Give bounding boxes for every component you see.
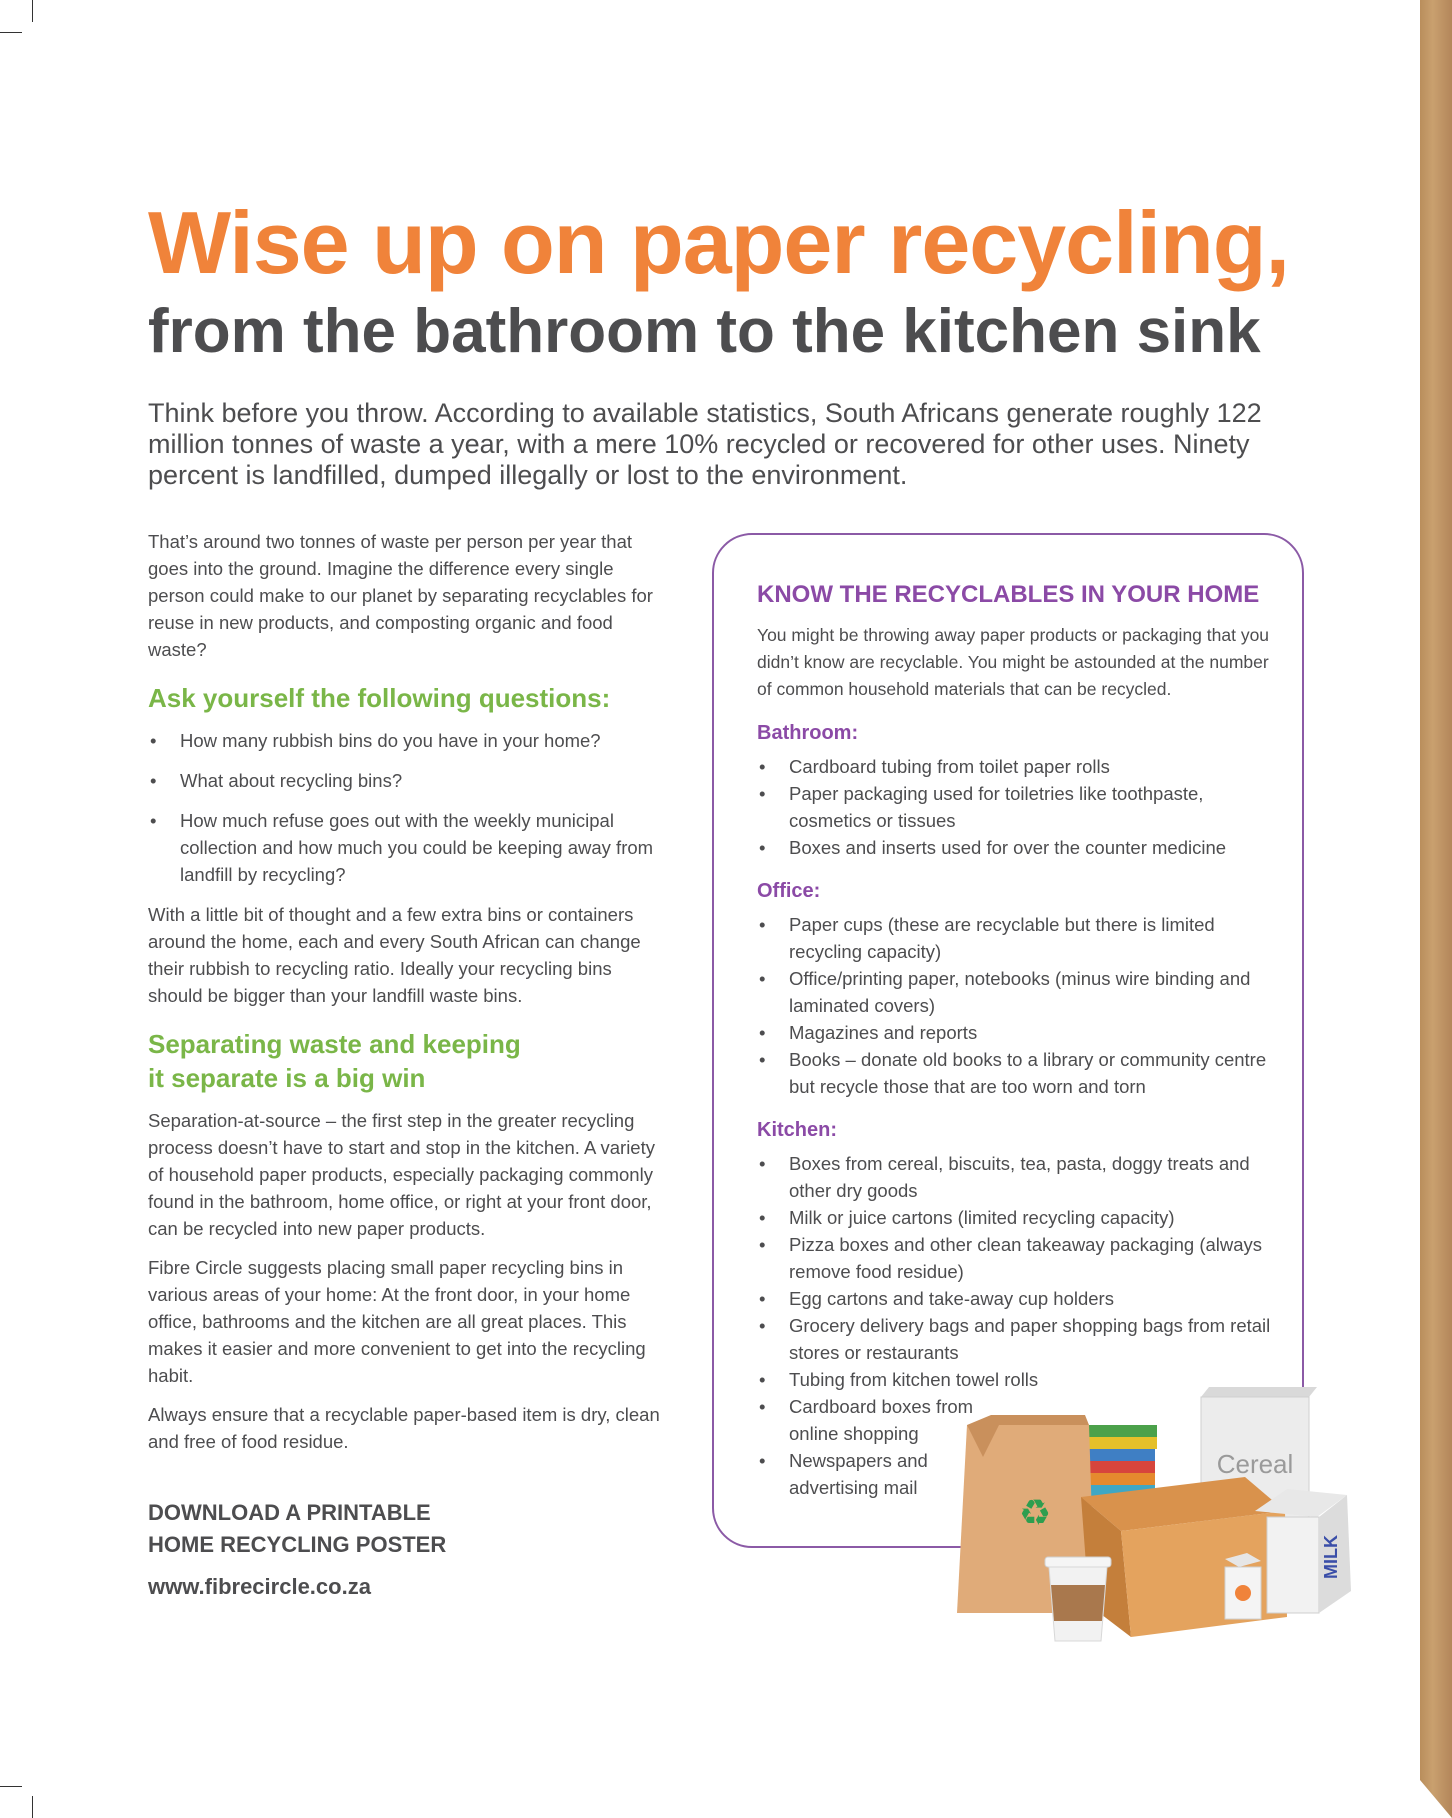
- bathroom-list: [757, 753, 1277, 861]
- recyclables-illustration: [955, 1385, 1355, 1645]
- list-item: • Tubing from kitchen towel rolls: [757, 1366, 1277, 1393]
- download-line: HOME RECYCLING POSTER: [148, 1532, 447, 1557]
- download-poster-heading: [148, 1497, 668, 1561]
- list-item: • Pizza boxes and other clean takeaway packaging (always remove food residue): [757, 1231, 1277, 1285]
- separating-heading: [148, 1027, 668, 1095]
- box-intro: You might be throwing away paper products or packaging that you didn’t know are recyclable. You might be astounded at the number of common household materials that can be recycled.: [757, 625, 1270, 699]
- office-list: [757, 911, 1277, 1100]
- recyclables-content: [757, 580, 1277, 1513]
- list-item: • How many rubbish bins do you have in your home?: [148, 727, 668, 754]
- page-subtitle: from the bathroom to the kitchen sink: [148, 297, 1261, 366]
- crop-mark: [0, 32, 22, 33]
- separating-heading-line: Separating waste and keeping: [148, 1029, 521, 1059]
- office-heading: Office:: [757, 880, 821, 902]
- box-title: KNOW THE RECYCLABLES IN YOUR HOME: [757, 581, 1260, 608]
- list-item-line: Newspapers and: [789, 1450, 928, 1471]
- kitchen-heading: Kitchen:: [757, 1119, 837, 1141]
- list-item: • What about recycling bins?: [148, 767, 668, 794]
- list-item: • Books – donate old books to a library or community centre but recycle those that are too worn and torn: [757, 1046, 1277, 1100]
- list-item: • Office/printing paper, notebooks (minus wire binding and laminated covers): [757, 965, 1277, 1019]
- dry-paragraph: Always ensure that a recyclable paper-based item is dry, clean and free of food residue.: [148, 1404, 660, 1452]
- left-column: [148, 528, 668, 1600]
- list-item-line: online shopping: [789, 1423, 919, 1444]
- list-item-line: Cardboard boxes from: [789, 1396, 974, 1417]
- separating-heading-line: it separate is a big win: [148, 1063, 426, 1093]
- crop-mark: [32, 0, 33, 22]
- cereal-label: Cereal: [1216, 1449, 1294, 1479]
- list-item: • Boxes and inserts used for over the counter medicine: [757, 834, 1277, 861]
- list-item: • Milk or juice cartons (limited recycling capacity): [757, 1204, 1277, 1231]
- list-item: • Cardboard tubing from toilet paper rolls: [757, 753, 1277, 780]
- list-item: • Grocery delivery bags and paper shopping bags from retail stores or restaurants: [757, 1312, 1277, 1366]
- list-item-line: advertising mail: [789, 1477, 918, 1498]
- page-title: Wise up on paper recycling,: [148, 193, 1289, 292]
- list-item: • Boxes from cereal, biscuits, tea, pasta, doggy treats and other dry goods: [757, 1150, 1277, 1204]
- bathroom-heading: Bathroom:: [757, 722, 859, 744]
- crop-mark: [32, 1796, 33, 1818]
- list-item: • How much refuse goes out with the weekly municipal collection and how much you could be keeping away from landfill by recycling?: [148, 807, 668, 888]
- download-line: DOWNLOAD A PRINTABLE: [148, 1500, 431, 1525]
- source-paragraph: Separation-at-source – the first step in the greater recycling process doesn’t have to start and stop in the kitchen. A variety of household paper products, especially packaging commonly found in the bathroom, home office, or right at your front door, can be recycled into new paper products.: [148, 1110, 655, 1239]
- intro-paragraph: That’s around two tonnes of waste per person per year that goes into the ground. Imagine the difference every single person could make to our planet by separating recyclables for reuse in new products, and composting organic and food waste?: [148, 531, 653, 660]
- recycle-icon: ♻: [1018, 1492, 1052, 1533]
- list-item: • Paper packaging used for toiletries like toothpaste, cosmetics or tissues: [757, 780, 1277, 834]
- milk-carton-icon: [1255, 1489, 1351, 1613]
- website-link[interactable]: www.fibrecircle.co.za: [148, 1574, 371, 1599]
- list-item: • Egg cartons and take-away cup holders: [757, 1285, 1277, 1312]
- lead-paragraph: Think before you throw. According to available statistics, South Africans generate roughly 122 million tonnes of waste a year, with a mere 10% recycled or recovered for other uses. Ninety percent is landfilled, dumped illegally or lost to the environment.: [148, 398, 1262, 490]
- list-item: • Paper cups (these are recyclable but there is limited recycling capacity): [757, 911, 1277, 965]
- kraft-paper-edge: [1420, 0, 1452, 1818]
- list-item: • Magazines and reports: [757, 1019, 1277, 1046]
- questions-list: [148, 727, 668, 888]
- ratio-paragraph: With a little bit of thought and a few extra bins or containers around the home, each and every South African can change their rubbish to recycling ratio. Ideally your recycling bins should be bigger than your landfill waste bins.: [148, 904, 641, 1006]
- books-stack-icon: [1083, 1425, 1157, 1497]
- coffee-cup-icon: [1045, 1557, 1111, 1641]
- crop-mark: [0, 1786, 22, 1787]
- fibre-circle-paragraph: Fibre Circle suggests placing small paper recycling bins in various areas of your home: At the front door, in your home office, bathrooms and the kitchen are all great places. This makes it easier and more convenient to get into the recycling habit.: [148, 1257, 646, 1386]
- milk-label: MILK: [1321, 1535, 1341, 1579]
- questions-heading: Ask yourself the following questions:: [148, 683, 611, 713]
